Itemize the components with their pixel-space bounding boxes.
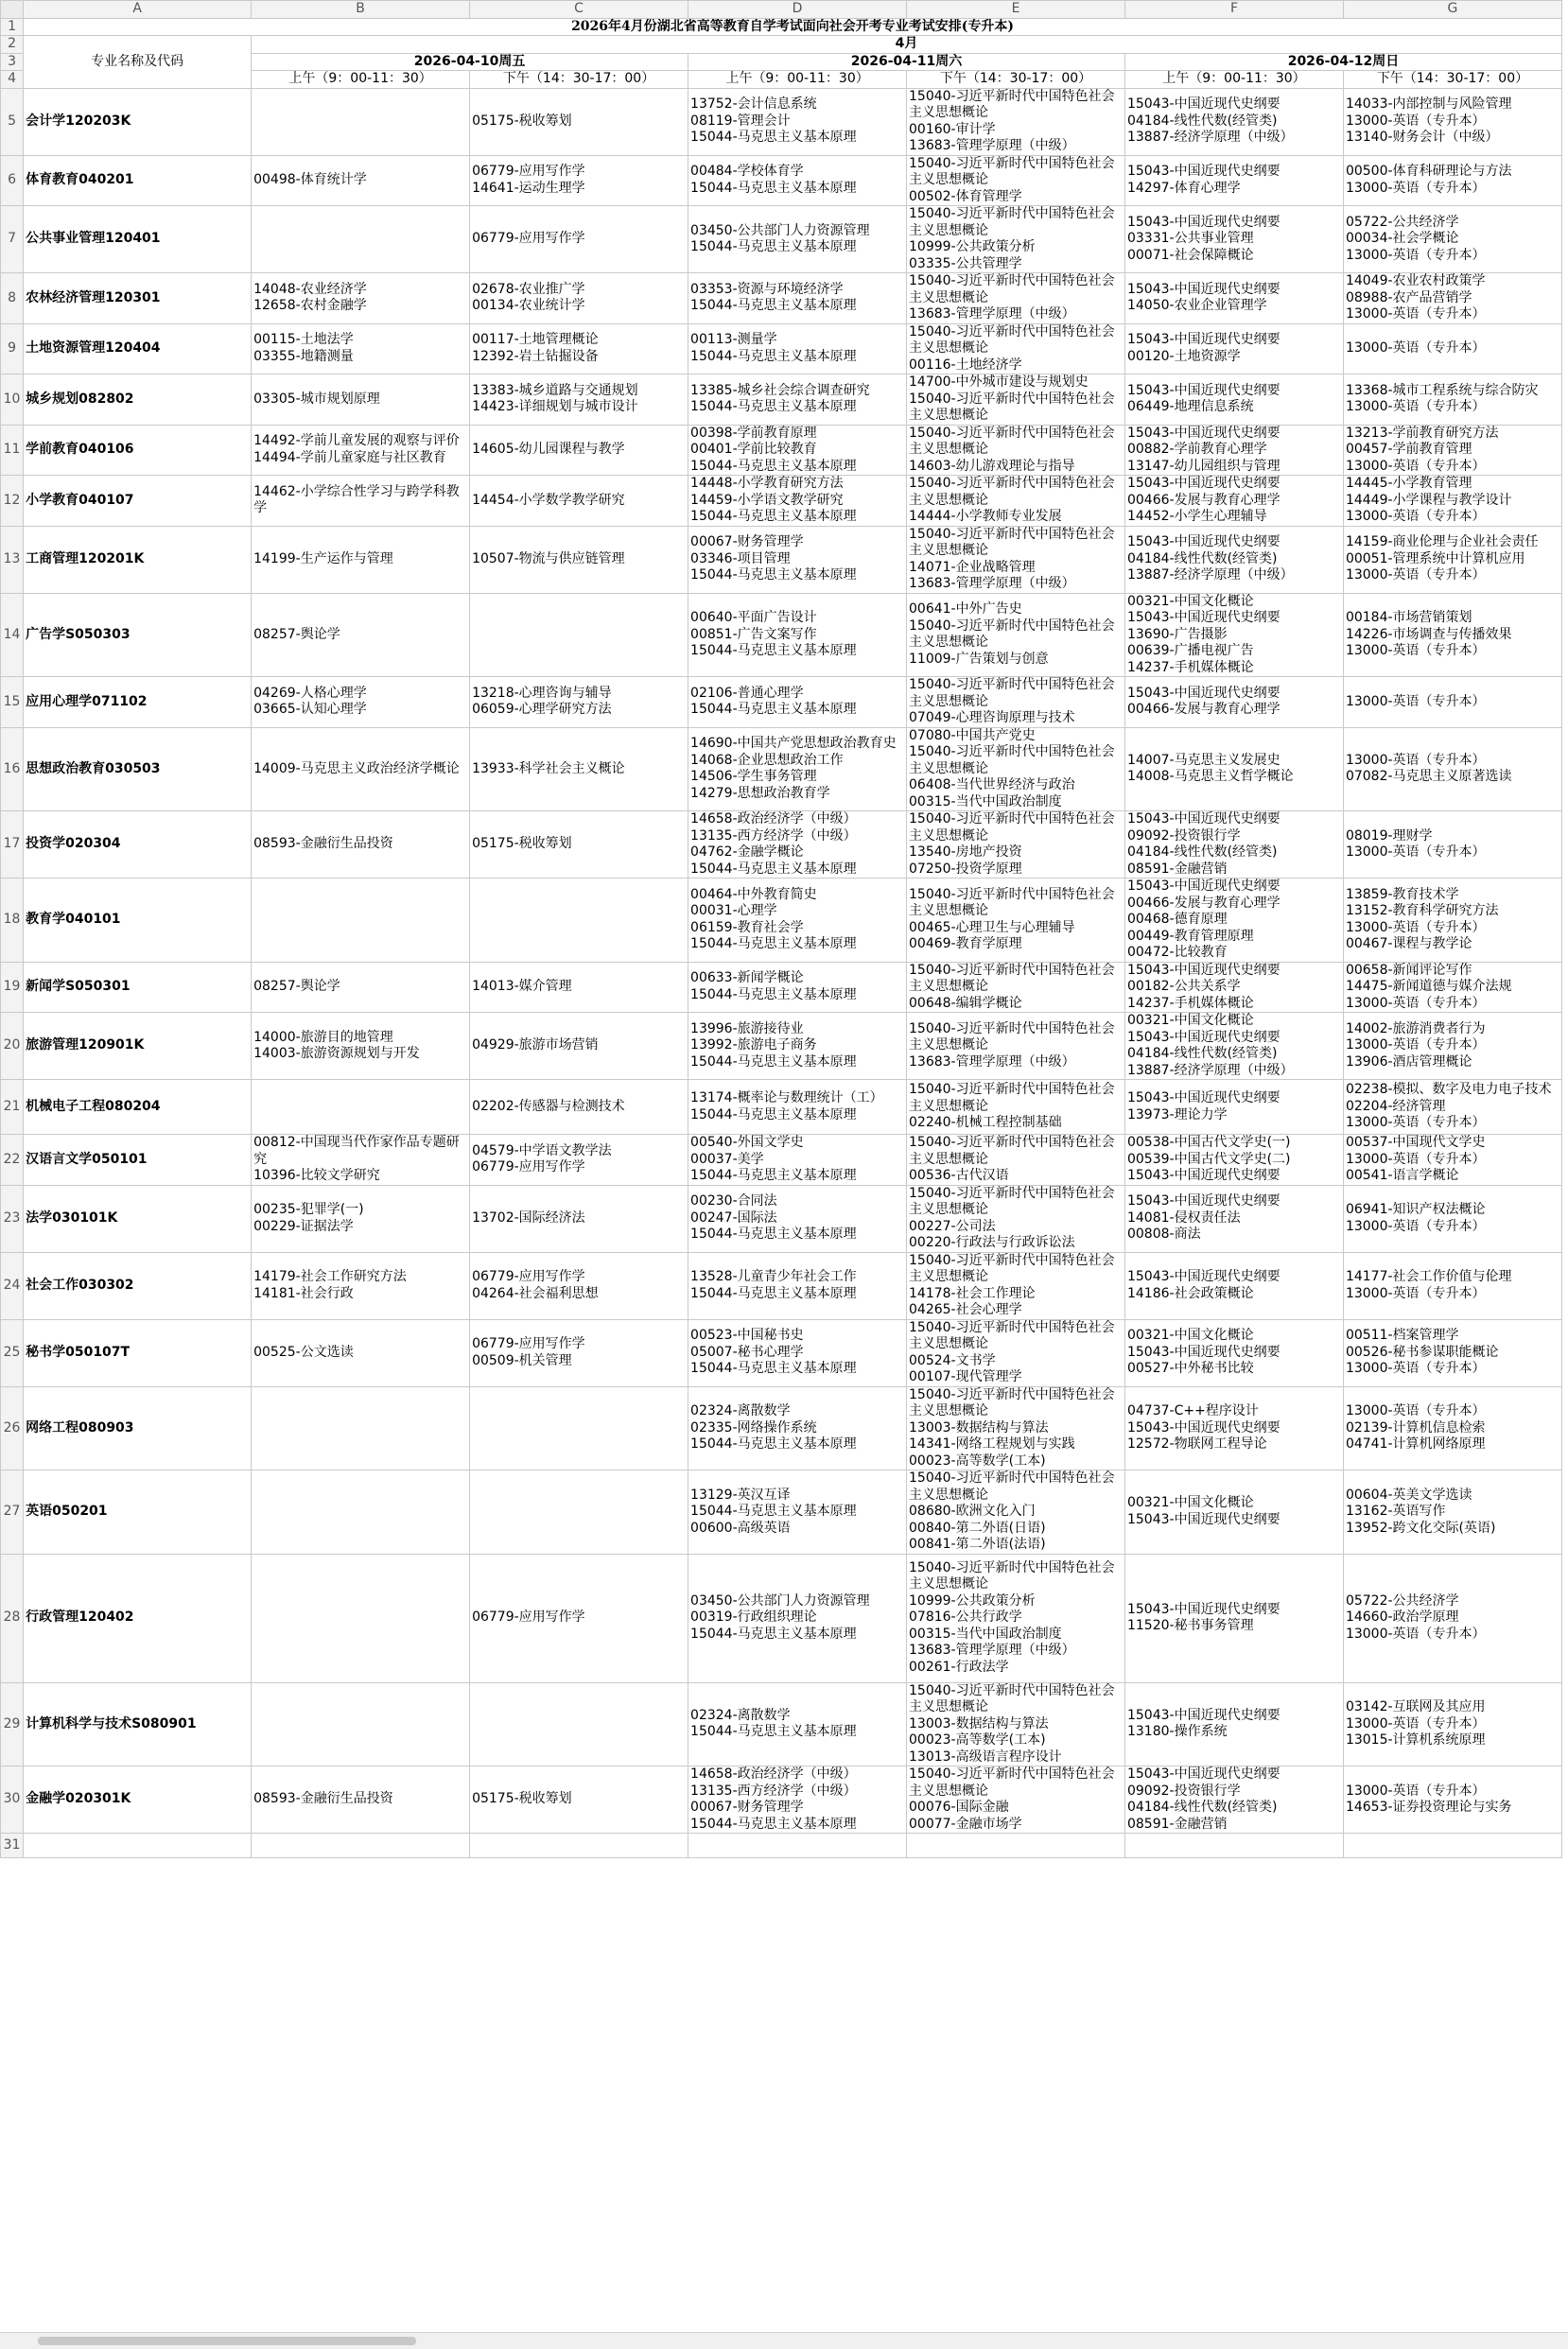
exam-cell[interactable]: 15043-中国近现代史纲要 00466-发展与教育心理学 bbox=[1124, 677, 1343, 728]
exam-cell[interactable]: 00511-档案管理学 00526-秘书参谋职能概论 13000-英语（专升本） bbox=[1343, 1319, 1561, 1386]
exam-cell[interactable]: 14049-农业农村政策学 08988-农产品营销学 13000-英语（专升本） bbox=[1343, 273, 1561, 324]
exam-cell[interactable]: 15043-中国近现代史纲要 03331-公共事业管理 00071-社会保障概论 bbox=[1124, 206, 1343, 273]
table-row bbox=[1, 374, 1562, 426]
row-header[interactable]: 8 bbox=[1, 273, 24, 324]
empty-cell[interactable] bbox=[1343, 1834, 1561, 1858]
exam-cell[interactable]: 05722-公共经济学 00034-社会学概论 13000-英语（专升本） bbox=[1343, 206, 1561, 273]
exam-cell[interactable]: 05175-税收筹划 bbox=[470, 811, 688, 879]
table-row bbox=[1, 155, 1562, 206]
exam-cell[interactable]: 15040-习近平新时代中国特色社会主义思想概论 13683-管理学原理（中级） bbox=[907, 1013, 1125, 1080]
exam-cell[interactable]: 15040-习近平新时代中国特色社会主义思想概论 00536-古代汉语 bbox=[907, 1135, 1125, 1186]
exam-cell[interactable]: 03450-公共部门人力资源管理 00319-行政组织理论 15044-马克思主义基本原理 bbox=[688, 1554, 907, 1682]
major-name-cell[interactable]: 会计学120203K bbox=[24, 88, 252, 155]
table-row bbox=[1, 1080, 1562, 1135]
exam-cell[interactable]: 06779-应用写作学 bbox=[470, 1554, 688, 1682]
exam-cell[interactable]: 13218-心理咨询与辅导 06059-心理学研究方法 bbox=[470, 677, 688, 728]
session-am-header: 上午（9：00-11：30） bbox=[252, 71, 470, 89]
exam-cell[interactable]: 03450-公共部门人力资源管理 15044-马克思主义基本原理 bbox=[688, 206, 907, 273]
exam-cell[interactable]: 15043-中国近现代史纲要 09092-投资银行学 04184-线性代数(经管类) 08591-金融营销 bbox=[1124, 811, 1343, 879]
table-row bbox=[1, 962, 1562, 1013]
exam-cell[interactable]: 14445-小学教育管理 14449-小学课程与教学设计 13000-英语（专升本） bbox=[1343, 476, 1561, 527]
exam-cell[interactable]: 00184-市场营销策划 14226-市场调查与传播效果 13000-英语（专升本） bbox=[1343, 593, 1561, 677]
exam-cell[interactable]: 00398-学前教育原理 00401-学前比较教育 15044-马克思主义基本原理 bbox=[688, 425, 907, 476]
exam-cell[interactable]: 15040-习近平新时代中国特色社会主义思想概论 13540-房地产投资 07250-投资学原理 bbox=[907, 811, 1125, 879]
exam-cell[interactable]: 06779-应用写作学 bbox=[470, 206, 688, 273]
table-row bbox=[1, 1682, 1562, 1766]
exam-cell[interactable]: 15040-习近平新时代中国特色社会主义思想概论 00648-编辑学概论 bbox=[907, 962, 1125, 1013]
exam-cell[interactable]: 05722-公共经济学 14660-政治学原理 13000-英语（专升本） bbox=[1343, 1554, 1561, 1682]
column-header[interactable]: D bbox=[688, 1, 907, 19]
exam-cell[interactable]: 00464-中外教育简史 00031-心理学 06159-教育社会学 15044-马克思主义基本原理 bbox=[688, 879, 907, 963]
exam-cell[interactable]: 02324-离散数学 02335-网络操作系统 15044-马克思主义基本原理 bbox=[688, 1386, 907, 1470]
row-header[interactable]: 16 bbox=[1, 727, 24, 811]
major-name-cell[interactable]: 金融学020301K bbox=[24, 1766, 252, 1834]
empty-cell[interactable] bbox=[24, 1834, 252, 1858]
exam-cell[interactable]: 08019-理财学 13000-英语（专升本） bbox=[1343, 811, 1561, 879]
exam-cell[interactable] bbox=[252, 1554, 470, 1682]
row-header[interactable]: 12 bbox=[1, 476, 24, 527]
major-name-cell[interactable]: 英语050201 bbox=[24, 1470, 252, 1555]
major-name-cell[interactable]: 体育教育040201 bbox=[24, 155, 252, 206]
exam-cell[interactable]: 00321-中国文化概论 15043-中国近现代史纲要 04184-线性代数(经管类) 13887-经济学原理（中级） bbox=[1124, 1013, 1343, 1080]
exam-cell[interactable]: 14007-马克思主义发展史 14008-马克思主义哲学概论 bbox=[1124, 727, 1343, 811]
table-row bbox=[1, 273, 1562, 324]
exam-cell[interactable]: 13528-儿童青少年社会工作 15044-马克思主义基本原理 bbox=[688, 1252, 907, 1319]
table-row bbox=[1, 811, 1562, 879]
exam-cell[interactable]: 05175-税收筹划 bbox=[470, 1766, 688, 1834]
row-header[interactable]: 19 bbox=[1, 962, 24, 1013]
exam-cell[interactable]: 00523-中国秘书史 05007-秘书心理学 15044-马克思主义基本原理 bbox=[688, 1319, 907, 1386]
exam-cell[interactable]: 00113-测量学 15044-马克思主义基本原理 bbox=[688, 323, 907, 374]
exam-cell[interactable]: 14605-幼儿园课程与教学 bbox=[470, 425, 688, 476]
major-name-cell[interactable]: 秘书学050107T bbox=[24, 1319, 252, 1386]
exam-cell[interactable]: 04579-中学语文教学法 06779-应用写作学 bbox=[470, 1135, 688, 1186]
exam-cell[interactable] bbox=[470, 879, 688, 963]
exam-cell[interactable]: 14658-政治经济学（中级） 13135-西方经济学（中级） 00067-财务管理学 15044-马克思主义基本原理 bbox=[688, 1766, 907, 1834]
row-header[interactable]: 13 bbox=[1, 526, 24, 593]
exam-cell[interactable]: 14700-中外城市建设与规划史 15040-习近平新时代中国特色社会主义思想概论 bbox=[907, 374, 1125, 426]
exam-cell[interactable]: 08593-金融衍生品投资 bbox=[252, 1766, 470, 1834]
major-column-header: 专业名称及代码 bbox=[24, 36, 252, 89]
major-name-cell[interactable]: 应用心理学071102 bbox=[24, 677, 252, 728]
exam-cell[interactable]: 00540-外国文学史 00037-美学 15044-马克思主义基本原理 bbox=[688, 1135, 907, 1186]
column-header[interactable]: A bbox=[24, 1, 252, 19]
horizontal-scrollbar[interactable] bbox=[0, 2332, 1568, 2349]
exam-cell[interactable]: 15040-习近平新时代中国特色社会主义思想概论 00116-土地经济学 bbox=[907, 323, 1125, 374]
exam-cell[interactable]: 15040-习近平新时代中国特色社会主义思想概论 00524-文书学 00107-现代管理学 bbox=[907, 1319, 1125, 1386]
row-header[interactable]: 11 bbox=[1, 425, 24, 476]
exam-cell[interactable]: 00321-中国文化概论 15043-中国近现代史纲要 00527-中外秘书比较 bbox=[1124, 1319, 1343, 1386]
exam-cell[interactable]: 14033-内部控制与风险管理 13000-英语（专升本） 13140-财务会计（中级） bbox=[1343, 88, 1561, 155]
month-header: 4月 bbox=[252, 36, 1562, 54]
exam-cell[interactable]: 15043-中国近现代史纲要 14050-农业企业管理学 bbox=[1124, 273, 1343, 324]
exam-cell[interactable]: 00633-新闻学概论 15044-马克思主义基本原理 bbox=[688, 962, 907, 1013]
exam-cell[interactable]: 15043-中国近现代史纲要 13973-理论力学 bbox=[1124, 1080, 1343, 1135]
table-row bbox=[1, 206, 1562, 273]
exam-cell[interactable] bbox=[470, 1470, 688, 1555]
row-header[interactable]: 14 bbox=[1, 593, 24, 677]
day-header: 2026-04-12周日 bbox=[1124, 53, 1561, 71]
select-all-corner[interactable] bbox=[1, 1, 24, 19]
sheet-title: 2026年4月份湖北省高等教育自学考试面向社会开考专业考试安排(专升本) bbox=[24, 18, 1562, 36]
exam-cell[interactable]: 06779-应用写作学 00509-机关管理 bbox=[470, 1319, 688, 1386]
exam-cell[interactable]: 10507-物流与供应链管理 bbox=[470, 526, 688, 593]
exam-cell[interactable]: 02678-农业推广学 00134-农业统计学 bbox=[470, 273, 688, 324]
exam-cell[interactable]: 03142-互联网及其应用 13000-英语（专升本） 13015-计算机系统原理 bbox=[1343, 1682, 1561, 1766]
exam-cell[interactable]: 13129-英汉互译 15044-马克思主义基本原理 00600-高级英语 bbox=[688, 1470, 907, 1555]
exam-cell[interactable]: 07080-中国共产党史 15040-习近平新时代中国特色社会主义思想概论 06408-当代世界经济与政治 00315-当代中国政治制度 bbox=[907, 727, 1125, 811]
exam-cell[interactable]: 15043-中国近现代史纲要 14081-侵权责任法 00808-商法 bbox=[1124, 1185, 1343, 1252]
major-name-cell[interactable]: 公共事业管理120401 bbox=[24, 206, 252, 273]
exam-cell[interactable]: 00235-犯罪学(一) 00229-证据法学 bbox=[252, 1185, 470, 1252]
empty-cell[interactable] bbox=[470, 1834, 688, 1858]
exam-cell[interactable]: 15040-习近平新时代中国特色社会主义思想概论 07049-心理咨询原理与技术 bbox=[907, 677, 1125, 728]
exam-cell[interactable]: 15040-习近平新时代中国特色社会主义思想概论 14071-企业战略管理 13683-管理学原理（中级） bbox=[907, 526, 1125, 593]
table-row bbox=[1, 476, 1562, 527]
column-header[interactable]: B bbox=[252, 1, 470, 19]
major-name-cell[interactable]: 网络工程080903 bbox=[24, 1386, 252, 1470]
exam-cell[interactable]: 15040-习近平新时代中国特色社会主义思想概论 00160-审计学 13683-管理学原理（中级） bbox=[907, 88, 1125, 155]
session-am-header: 上午（9：00-11：30） bbox=[688, 71, 907, 89]
empty-cell[interactable] bbox=[252, 1834, 470, 1858]
session-pm-header: 下午（14：30-17：00） bbox=[907, 71, 1125, 89]
row-header[interactable]: 18 bbox=[1, 879, 24, 963]
exam-cell[interactable] bbox=[252, 206, 470, 273]
exam-cell[interactable]: 00500-体育科研理论与方法 13000-英语（专升本） bbox=[1343, 155, 1561, 206]
exam-cell[interactable]: 13752-会计信息系统 08119-管理会计 15044-马克思主义基本原理 bbox=[688, 88, 907, 155]
exam-cell[interactable]: 02106-普通心理学 15044-马克思主义基本原理 bbox=[688, 677, 907, 728]
exam-cell[interactable]: 14002-旅游消费者行为 13000-英语（专升本） 13906-酒店管理概论 bbox=[1343, 1013, 1561, 1080]
exam-cell[interactable]: 14048-农业经济学 12658-农村金融学 bbox=[252, 273, 470, 324]
exam-cell[interactable]: 15043-中国近现代史纲要 00466-发展与教育心理学 14452-小学生心理辅导 bbox=[1124, 476, 1343, 527]
table-row bbox=[1, 1135, 1562, 1186]
row-header[interactable]: 31 bbox=[1, 1834, 24, 1858]
exam-cell[interactable]: 13368-城市工程系统与综合防灾 13000-英语（专升本） bbox=[1343, 374, 1561, 426]
row-header[interactable]: 5 bbox=[1, 88, 24, 155]
exam-cell[interactable]: 15043-中国近现代史纲要 04184-线性代数(经管类) 13887-经济学原理（中级） bbox=[1124, 88, 1343, 155]
row-header[interactable]: 23 bbox=[1, 1185, 24, 1252]
table-row bbox=[1, 879, 1562, 963]
exam-cell[interactable]: 04269-人格心理学 03665-认知心理学 bbox=[252, 677, 470, 728]
row-header[interactable]: 2 bbox=[1, 36, 24, 54]
exam-cell[interactable]: 13213-学前教育研究方法 00457-学前教育管理 13000-英语（专升本） bbox=[1343, 425, 1561, 476]
exam-cell[interactable]: 08257-舆论学 bbox=[252, 962, 470, 1013]
exam-cell[interactable]: 15040-习近平新时代中国特色社会主义思想概论 14444-小学教师专业发展 bbox=[907, 476, 1125, 527]
table-row bbox=[1, 1554, 1562, 1682]
exam-cell[interactable]: 15040-习近平新时代中国特色社会主义思想概论 00465-心理卫生与心理辅导 00469-教育学原理 bbox=[907, 879, 1125, 963]
exam-cell[interactable]: 00525-公文选读 bbox=[252, 1319, 470, 1386]
exam-cell[interactable]: 06779-应用写作学 04264-社会福利思想 bbox=[470, 1252, 688, 1319]
exam-cell[interactable]: 15043-中国近现代史纲要 04184-线性代数(经管类) 13887-经济学原理（中级） bbox=[1124, 526, 1343, 593]
exam-cell[interactable]: 13000-英语（专升本） 07082-马克思主义原著选读 bbox=[1343, 727, 1561, 811]
row-header[interactable]: 20 bbox=[1, 1013, 24, 1080]
exam-cell[interactable]: 15043-中国近现代史纲要 00466-发展与教育心理学 00468-德育原理 00449-教育管理原理 00472-比较教育 bbox=[1124, 879, 1343, 963]
exam-cell[interactable]: 14658-政治经济学（中级） 13135-西方经济学（中级） 04762-金融学概论 15044-马克思主义基本原理 bbox=[688, 811, 907, 879]
exam-cell[interactable]: 15040-习近平新时代中国特色社会主义思想概论 02240-机械工程控制基础 bbox=[907, 1080, 1125, 1135]
table-row bbox=[1, 526, 1562, 593]
major-name-cell[interactable]: 投资学020304 bbox=[24, 811, 252, 879]
exam-cell[interactable]: 15040-习近平新时代中国特色社会主义思想概论 00502-体育管理学 bbox=[907, 155, 1125, 206]
table-row bbox=[1, 88, 1562, 155]
exam-cell[interactable]: 15040-习近平新时代中国特色社会主义思想概论 00076-国际金融 00077-金融市场学 bbox=[907, 1766, 1125, 1834]
exam-cell[interactable]: 15043-中国近现代史纲要 14186-社会政策概论 bbox=[1124, 1252, 1343, 1319]
row-header[interactable]: 28 bbox=[1, 1554, 24, 1682]
exam-cell[interactable]: 14462-小学综合性学习与跨学科教学 bbox=[252, 476, 470, 527]
row-header[interactable]: 26 bbox=[1, 1386, 24, 1470]
table-row bbox=[1, 1386, 1562, 1470]
exam-cell[interactable]: 15043-中国近现代史纲要 00120-土地资源学 bbox=[1124, 323, 1343, 374]
table-row bbox=[1, 1319, 1562, 1386]
exam-cell[interactable]: 13383-城乡道路与交通规划 14423-详细规划与城市设计 bbox=[470, 374, 688, 426]
table-row bbox=[1, 1252, 1562, 1319]
exam-cell[interactable] bbox=[470, 1386, 688, 1470]
exam-cell[interactable]: 00640-平面广告设计 00851-广告文案写作 15044-马克思主义基本原理 bbox=[688, 593, 907, 677]
day-header: 2026-04-10周五 bbox=[252, 53, 688, 71]
exam-cell[interactable]: 08593-金融衍生品投资 bbox=[252, 811, 470, 879]
exam-cell[interactable]: 06941-知识产权法概论 13000-英语（专升本） bbox=[1343, 1185, 1561, 1252]
exam-cell[interactable]: 13702-国际经济法 bbox=[470, 1185, 688, 1252]
table-row bbox=[1, 1185, 1562, 1252]
exam-cell[interactable]: 14177-社会工作价值与伦理 13000-英语（专升本） bbox=[1343, 1252, 1561, 1319]
major-name-cell[interactable]: 新闻学S050301 bbox=[24, 962, 252, 1013]
exam-cell[interactable]: 05175-税收筹划 bbox=[470, 88, 688, 155]
session-am-header: 上午（9：00-11：30） bbox=[1124, 71, 1343, 89]
exam-cell[interactable]: 13996-旅游接待业 13992-旅游电子商务 15044-马克思主义基本原理 bbox=[688, 1013, 907, 1080]
exam-cell[interactable]: 08257-舆论学 bbox=[252, 593, 470, 677]
exam-cell[interactable]: 00321-中国文化概论 15043-中国近现代史纲要 bbox=[1124, 1470, 1343, 1555]
exam-cell[interactable]: 13000-英语（专升本） bbox=[1343, 677, 1561, 728]
exam-cell[interactable]: 15043-中国近现代史纲要 06449-地理信息系统 bbox=[1124, 374, 1343, 426]
exam-cell[interactable] bbox=[252, 1080, 470, 1135]
exam-cell[interactable]: 13859-教育技术学 13152-教育科学研究方法 13000-英语（专升本） 00467-课程与教学论 bbox=[1343, 879, 1561, 963]
major-name-cell[interactable]: 法学030101K bbox=[24, 1185, 252, 1252]
exam-cell[interactable]: 15040-习近平新时代中国特色社会主义思想概论 00227-公司法 00220-行政法与行政诉讼法 bbox=[907, 1185, 1125, 1252]
major-name-cell[interactable]: 教育学040101 bbox=[24, 879, 252, 963]
exam-cell[interactable]: 15040-习近平新时代中国特色社会主义思想概论 10999-公共政策分析 07816-公共行政学 00315-当代中国政治制度 13683-管理学原理（中级） 00261-行政法学 bbox=[907, 1554, 1125, 1682]
row-header[interactable]: 10 bbox=[1, 374, 24, 426]
major-name-cell[interactable]: 行政管理120402 bbox=[24, 1554, 252, 1682]
exam-cell[interactable]: 14179-社会工作研究方法 14181-社会行政 bbox=[252, 1252, 470, 1319]
exam-cell[interactable]: 14159-商业伦理与企业社会责任 00051-管理系统中计算机应用 13000-英语（专升本） bbox=[1343, 526, 1561, 593]
column-header[interactable]: E bbox=[907, 1, 1125, 19]
major-name-cell[interactable]: 广告学S050303 bbox=[24, 593, 252, 677]
exam-cell[interactable]: 00498-体育统计学 bbox=[252, 155, 470, 206]
exam-cell[interactable]: 14199-生产运作与管理 bbox=[252, 526, 470, 593]
exam-cell[interactable]: 00321-中国文化概论 15043-中国近现代史纲要 13690-广告摄影 00639-广播电视广告 14237-手机媒体概论 bbox=[1124, 593, 1343, 677]
exam-cell[interactable]: 03353-资源与环境经济学 15044-马克思主义基本原理 bbox=[688, 273, 907, 324]
exam-cell[interactable]: 00538-中国古代文学史(一) 00539-中国古代文学史(二) 15043-中国近现代史纲要 bbox=[1124, 1135, 1343, 1186]
row-header[interactable]: 17 bbox=[1, 811, 24, 879]
row-header[interactable]: 3 bbox=[1, 53, 24, 71]
major-name-cell[interactable]: 土地资源管理120404 bbox=[24, 323, 252, 374]
exam-cell[interactable]: 00604-英美文学选读 13162-英语写作 13952-跨文化交际(英语) bbox=[1343, 1470, 1561, 1555]
table-row bbox=[1, 593, 1562, 677]
table-row bbox=[1, 727, 1562, 811]
major-name-cell[interactable]: 社会工作030302 bbox=[24, 1252, 252, 1319]
row-header[interactable]: 24 bbox=[1, 1252, 24, 1319]
row-header[interactable]: 7 bbox=[1, 206, 24, 273]
session-pm-header: 下午（14：30-17：00） bbox=[470, 71, 688, 89]
exam-cell[interactable] bbox=[252, 879, 470, 963]
table-row bbox=[1, 425, 1562, 476]
exam-cell[interactable]: 15043-中国近现代史纲要 00882-学前教育心理学 13147-幼儿园组织与管理 bbox=[1124, 425, 1343, 476]
exam-cell[interactable]: 14448-小学教育研究方法 14459-小学语文教学研究 15044-马克思主义基本原理 bbox=[688, 476, 907, 527]
exam-cell[interactable] bbox=[252, 88, 470, 155]
exam-cell[interactable]: 15043-中国近现代史纲要 09092-投资银行学 04184-线性代数(经管类) 08591-金融营销 bbox=[1124, 1766, 1343, 1834]
exam-cell[interactable]: 15043-中国近现代史纲要 13180-操作系统 bbox=[1124, 1682, 1343, 1766]
exam-cell[interactable]: 02238-模拟、数字及电力电子技术 02204-经济管理 13000-英语（专升本） bbox=[1343, 1080, 1561, 1135]
row-header[interactable]: 30 bbox=[1, 1766, 24, 1834]
exam-cell[interactable]: 15043-中国近现代史纲要 11520-秘书事务管理 bbox=[1124, 1554, 1343, 1682]
major-name-cell[interactable]: 汉语言文学050101 bbox=[24, 1135, 252, 1186]
row-header[interactable]: 15 bbox=[1, 677, 24, 728]
exam-cell[interactable]: 14454-小学数学教学研究 bbox=[470, 476, 688, 527]
row-header[interactable]: 9 bbox=[1, 323, 24, 374]
row-header[interactable]: 22 bbox=[1, 1135, 24, 1186]
row-header[interactable]: 21 bbox=[1, 1080, 24, 1135]
exam-cell[interactable]: 14000-旅游目的地管理 14003-旅游资源规划与开发 bbox=[252, 1013, 470, 1080]
row-header[interactable]: 6 bbox=[1, 155, 24, 206]
empty-cell[interactable] bbox=[907, 1834, 1125, 1858]
exam-cell[interactable]: 15040-习近平新时代中国特色社会主义思想概论 10999-公共政策分析 03335-公共管理学 bbox=[907, 206, 1125, 273]
exam-cell[interactable] bbox=[252, 1386, 470, 1470]
exam-cell[interactable]: 00537-中国现代文学史 13000-英语（专升本） 00541-语言学概论 bbox=[1343, 1135, 1561, 1186]
exam-cell[interactable]: 15040-习近平新时代中国特色社会主义思想概论 13003-数据结构与算法 00023-高等数学(工本) 13013-高级语言程序设计 bbox=[907, 1682, 1125, 1766]
exam-cell[interactable] bbox=[252, 1470, 470, 1555]
major-name-cell[interactable]: 城乡规划082802 bbox=[24, 374, 252, 426]
row-header[interactable]: 27 bbox=[1, 1470, 24, 1555]
major-name-cell[interactable]: 小学教育040107 bbox=[24, 476, 252, 527]
row-header[interactable]: 1 bbox=[1, 18, 24, 36]
exam-cell[interactable]: 14492-学前儿童发展的观察与评价 14494-学前儿童家庭与社区教育 bbox=[252, 425, 470, 476]
exam-cell[interactable]: 04737-C++程序设计 15043-中国近现代史纲要 12572-物联网工程导论 bbox=[1124, 1386, 1343, 1470]
major-name-cell[interactable]: 机械电子工程080204 bbox=[24, 1080, 252, 1135]
row-header[interactable]: 4 bbox=[1, 71, 24, 89]
exam-cell[interactable]: 00115-土地法学 03355-地籍测量 bbox=[252, 323, 470, 374]
exam-cell[interactable]: 13000-英语（专升本） 14653-证券投资理论与实务 bbox=[1343, 1766, 1561, 1834]
exam-cell[interactable] bbox=[470, 1682, 688, 1766]
scrollbar-thumb[interactable] bbox=[38, 2337, 416, 2345]
table-row bbox=[1, 1470, 1562, 1555]
exam-cell[interactable]: 15040-习近平新时代中国特色社会主义思想概论 13003-数据结构与算法 14341-网络工程规划与实践 00023-高等数学(工本) bbox=[907, 1386, 1125, 1470]
exam-cell[interactable]: 15040-习近平新时代中国特色社会主义思想概论 14603-幼儿游戏理论与指导 bbox=[907, 425, 1125, 476]
row-header[interactable]: 25 bbox=[1, 1319, 24, 1386]
column-header[interactable]: F bbox=[1124, 1, 1343, 19]
column-header[interactable]: G bbox=[1343, 1, 1561, 19]
exam-cell[interactable] bbox=[470, 593, 688, 677]
exam-cell[interactable]: 00484-学校体育学 15044-马克思主义基本原理 bbox=[688, 155, 907, 206]
day-header: 2026-04-11周六 bbox=[688, 53, 1125, 71]
empty-cell[interactable] bbox=[688, 1834, 907, 1858]
table-row bbox=[1, 1766, 1562, 1834]
exam-cell[interactable]: 13933-科学社会主义概论 bbox=[470, 727, 688, 811]
exam-cell[interactable]: 03305-城市规划原理 bbox=[252, 374, 470, 426]
exam-cell[interactable]: 15040-习近平新时代中国特色社会主义思想概论 13683-管理学原理（中级） bbox=[907, 273, 1125, 324]
table-row bbox=[1, 1013, 1562, 1080]
exam-cell[interactable]: 02202-传感器与检测技术 bbox=[470, 1080, 688, 1135]
exam-cell[interactable] bbox=[252, 1682, 470, 1766]
empty-cell[interactable] bbox=[1124, 1834, 1343, 1858]
exam-cell[interactable]: 15040-习近平新时代中国特色社会主义思想概论 14178-社会工作理论 04265-社会心理学 bbox=[907, 1252, 1125, 1319]
major-name-cell[interactable]: 学前教育040106 bbox=[24, 425, 252, 476]
exam-cell[interactable]: 15043-中国近现代史纲要 00182-公共关系学 14237-手机媒体概论 bbox=[1124, 962, 1343, 1013]
exam-cell[interactable]: 00117-土地管理概论 12392-岩土钻掘设备 bbox=[470, 323, 688, 374]
exam-cell[interactable]: 00641-中外广告史 15040-习近平新时代中国特色社会主义思想概论 11009-广告策划与创意 bbox=[907, 593, 1125, 677]
exam-cell[interactable]: 13000-英语（专升本） bbox=[1343, 323, 1561, 374]
exam-cell[interactable]: 13000-英语（专升本） 02139-计算机信息检索 04741-计算机网络原理 bbox=[1343, 1386, 1561, 1470]
table-row bbox=[1, 677, 1562, 728]
exam-cell[interactable]: 00230-合同法 00247-国际法 15044-马克思主义基本原理 bbox=[688, 1185, 907, 1252]
exam-cell[interactable]: 15043-中国近现代史纲要 14297-体育心理学 bbox=[1124, 155, 1343, 206]
major-name-cell[interactable]: 工商管理120201K bbox=[24, 526, 252, 593]
exam-cell[interactable]: 06779-应用写作学 14641-运动生理学 bbox=[470, 155, 688, 206]
column-header[interactable]: C bbox=[470, 1, 688, 19]
exam-cell[interactable]: 00812-中国现当代作家作品专题研究 10396-比较文学研究 bbox=[252, 1135, 470, 1186]
row-header[interactable]: 29 bbox=[1, 1682, 24, 1766]
exam-cell[interactable]: 00067-财务管理学 03346-项目管理 15044-马克思主义基本原理 bbox=[688, 526, 907, 593]
exam-cell[interactable]: 14009-马克思主义政治经济学概论 bbox=[252, 727, 470, 811]
major-name-cell[interactable]: 农林经济管理120301 bbox=[24, 273, 252, 324]
exam-cell[interactable]: 00658-新闻评论写作 14475-新闻道德与媒介法规 13000-英语（专升本） bbox=[1343, 962, 1561, 1013]
exam-cell[interactable]: 13385-城乡社会综合调查研究 15044-马克思主义基本原理 bbox=[688, 374, 907, 426]
major-name-cell[interactable]: 旅游管理120901K bbox=[24, 1013, 252, 1080]
exam-cell[interactable]: 14013-媒介管理 bbox=[470, 962, 688, 1013]
session-pm-header: 下午（14：30-17：00） bbox=[1343, 71, 1561, 89]
exam-cell[interactable]: 02324-离散数学 15044-马克思主义基本原理 bbox=[688, 1682, 907, 1766]
exam-cell[interactable]: 13174-概率论与数理统计（工） 15044-马克思主义基本原理 bbox=[688, 1080, 907, 1135]
major-name-cell[interactable]: 思想政治教育030503 bbox=[24, 727, 252, 811]
exam-cell[interactable]: 14690-中国共产党思想政治教育史 14068-企业思想政治工作 14506-学生事务管理 14279-思想政治教育学 bbox=[688, 727, 907, 811]
exam-cell[interactable]: 15040-习近平新时代中国特色社会主义思想概论 08680-欧洲文化入门 00840-第二外语(日语) 00841-第二外语(法语) bbox=[907, 1470, 1125, 1555]
table-row bbox=[1, 323, 1562, 374]
major-name-cell[interactable]: 计算机科学与技术S080901 bbox=[24, 1682, 252, 1766]
exam-cell[interactable]: 04929-旅游市场营销 bbox=[470, 1013, 688, 1080]
